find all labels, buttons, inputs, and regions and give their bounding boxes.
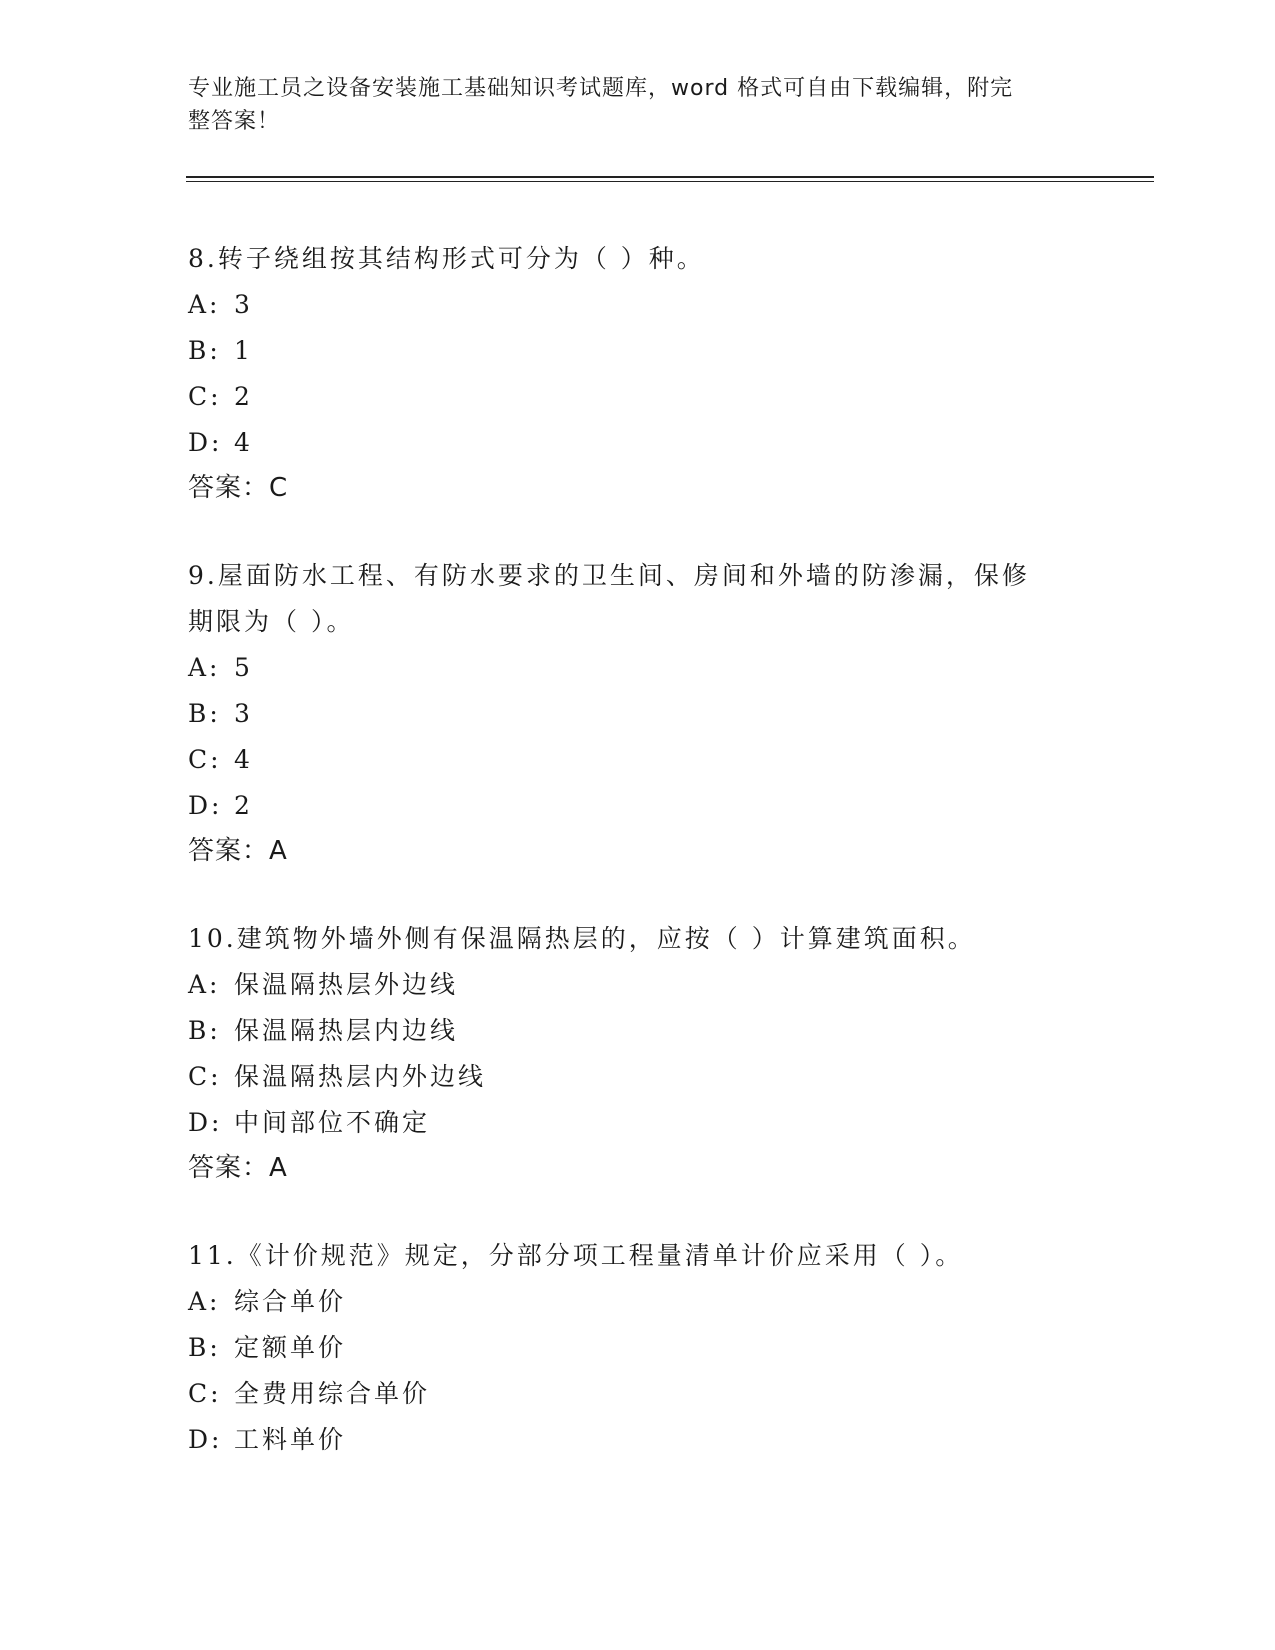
header-line-1: 专业施工员之设备安装施工基础知识考试题库，word 格式可自由下载编辑，附完 xyxy=(188,76,1014,101)
option-letter: C: xyxy=(188,745,222,774)
question-stem: 10.建筑物外墙外侧有保温隔热层的，应按（ ）计算建筑面积。 xyxy=(188,924,976,953)
option-text: 2 xyxy=(234,382,253,411)
option-letter: A: xyxy=(188,1287,221,1316)
question-list xyxy=(188,236,1088,1463)
option-text: 2 xyxy=(234,791,253,820)
answer-option xyxy=(188,1371,1088,1417)
answer-option xyxy=(188,783,1088,829)
answer-option xyxy=(188,645,1088,691)
answer-option xyxy=(188,420,1088,466)
answer-option xyxy=(188,737,1088,783)
question-stem: 9.屋面防水工程、有防水要求的卫生间、房间和外墙的防渗漏，保修 xyxy=(188,561,1030,590)
option-text: 保温隔热层内边线 xyxy=(234,1016,459,1045)
question-spacer xyxy=(188,873,1088,916)
option-text: 4 xyxy=(234,428,253,457)
option-text: 保温隔热层内外边线 xyxy=(234,1062,487,1091)
option-text: 全费用综合单价 xyxy=(234,1379,431,1408)
question-spacer xyxy=(188,1190,1088,1233)
option-text: 3 xyxy=(234,699,253,728)
option-letter: A: xyxy=(188,290,221,319)
question-stem: 期限为（ ）。 xyxy=(188,607,355,636)
question-stem: 11.《计价规范》规定，分部分项工程量清单计价应采用（ ）。 xyxy=(188,1241,964,1270)
option-letter: C: xyxy=(188,1379,222,1408)
question-block xyxy=(188,916,1088,1190)
question-spacer xyxy=(188,510,1088,553)
option-letter: C: xyxy=(188,382,222,411)
question-block xyxy=(188,1233,1088,1463)
option-text: 综合单价 xyxy=(234,1287,347,1316)
document-header xyxy=(188,72,1078,138)
option-letter: A: xyxy=(188,653,221,682)
option-text: 4 xyxy=(234,745,253,774)
header-divider-thick xyxy=(186,176,1154,178)
answer-option xyxy=(188,962,1088,1008)
question-stem: 8.转子绕组按其结构形式可分为（ ）种。 xyxy=(188,244,705,273)
option-letter: D: xyxy=(188,428,223,457)
option-text: 工料单价 xyxy=(234,1425,347,1454)
option-letter: A: xyxy=(188,970,221,999)
answer-option xyxy=(188,1100,1088,1146)
question-block xyxy=(188,236,1088,510)
answer-option xyxy=(188,374,1088,420)
option-letter: B: xyxy=(188,699,221,728)
answer-key: 答案：C xyxy=(188,473,289,503)
option-letter: B: xyxy=(188,1016,221,1045)
option-letter: D: xyxy=(188,791,223,820)
answer-option xyxy=(188,1279,1088,1325)
option-letter: D: xyxy=(188,1108,223,1137)
option-text: 1 xyxy=(234,336,253,365)
option-letter: B: xyxy=(188,1333,221,1362)
answer-option xyxy=(188,1325,1088,1371)
option-letter: B: xyxy=(188,336,221,365)
answer-option xyxy=(188,1054,1088,1100)
answer-option xyxy=(188,691,1088,737)
option-text: 5 xyxy=(234,653,253,682)
option-text: 定额单价 xyxy=(234,1333,347,1362)
option-text: 中间部位不确定 xyxy=(234,1108,431,1137)
answer-option xyxy=(188,328,1088,374)
answer-key: 答案：A xyxy=(188,1153,288,1183)
header-line-2: 整答案！ xyxy=(188,109,281,134)
question-block xyxy=(188,553,1088,873)
answer-key: 答案：A xyxy=(188,836,288,866)
answer-option xyxy=(188,1008,1088,1054)
option-letter: C: xyxy=(188,1062,222,1091)
option-text: 3 xyxy=(234,290,253,319)
option-text: 保温隔热层外边线 xyxy=(234,970,459,999)
answer-option xyxy=(188,1417,1088,1463)
header-divider-thin xyxy=(186,181,1154,182)
answer-option xyxy=(188,282,1088,328)
option-letter: D: xyxy=(188,1425,223,1454)
